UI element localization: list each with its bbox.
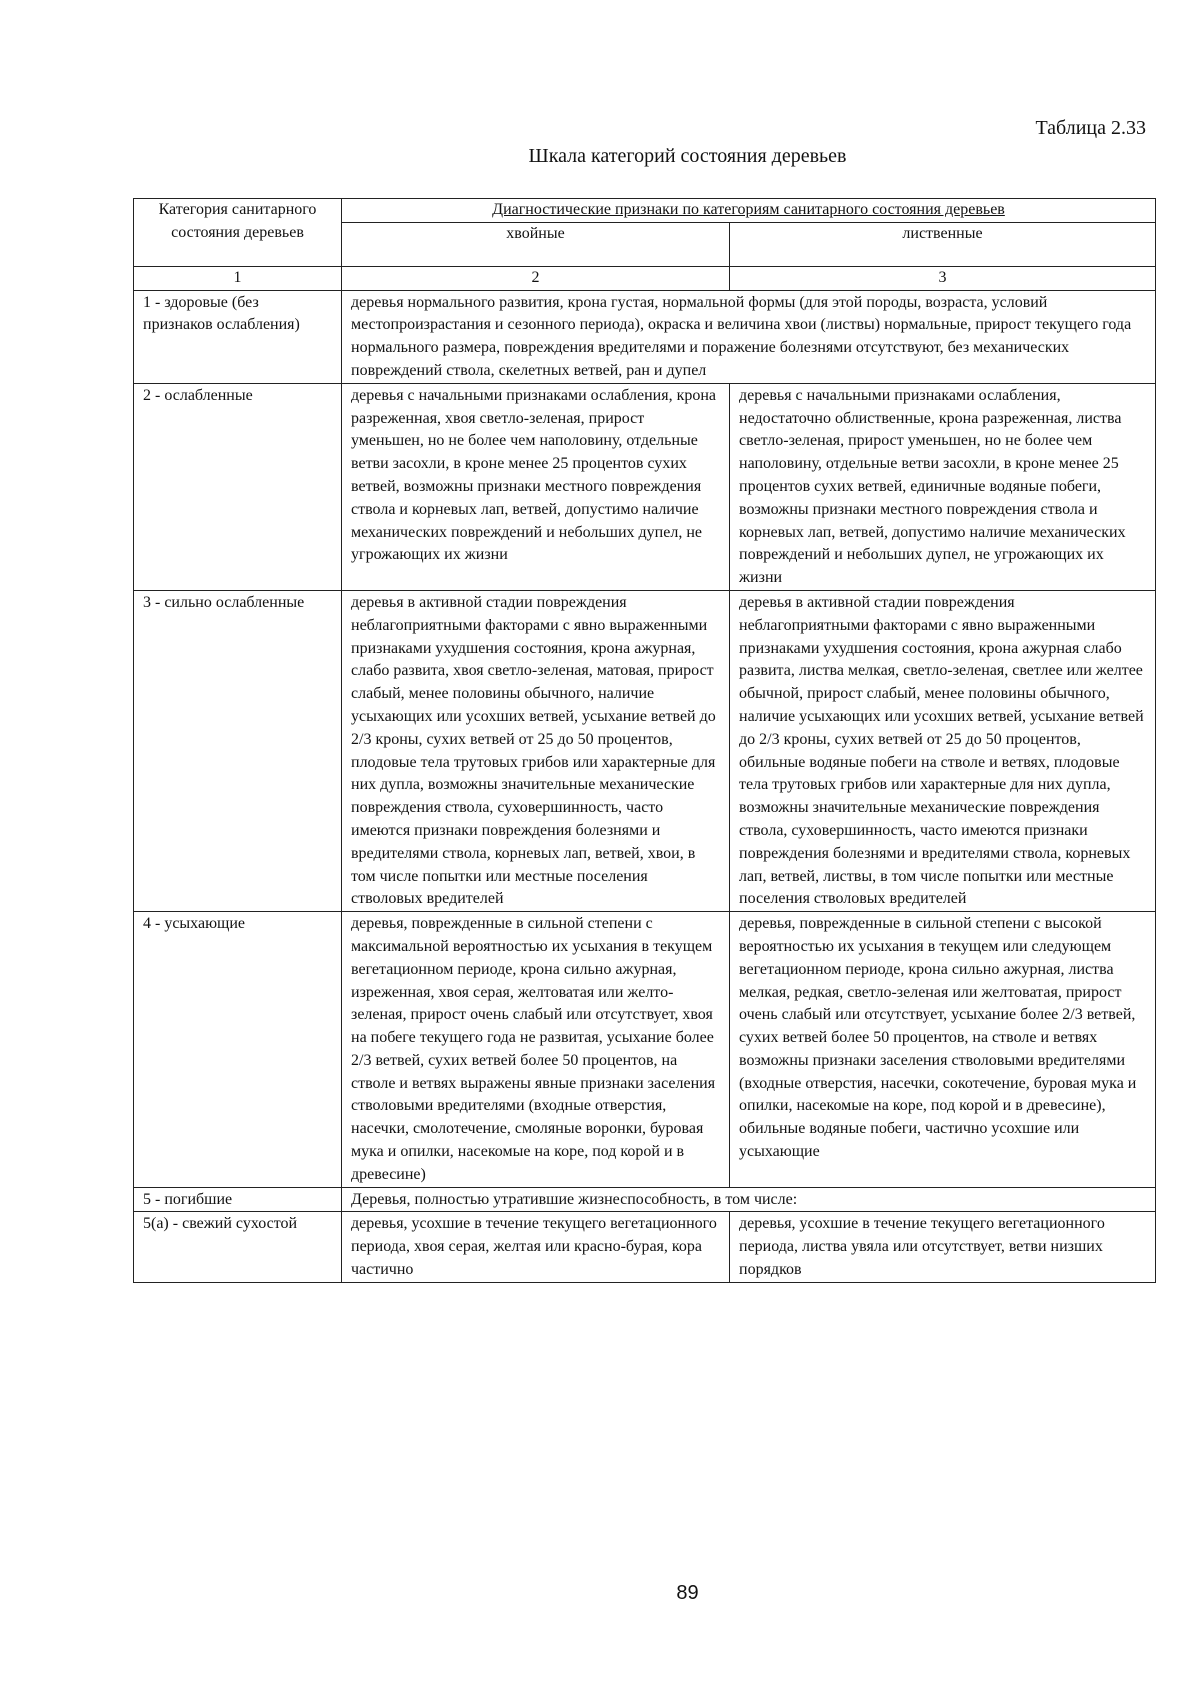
column-number: 1 bbox=[134, 266, 342, 290]
table-row bbox=[134, 912, 1156, 1188]
category-cell: 1 - здоровые (без признаков ослабления) bbox=[134, 290, 342, 383]
conifers-cell: деревья в активной стадии повреждения неблагоприятными факторами с явно выраженными признаками ухудшения состояния, крона ажурная, слабо развита, хвоя светло-зеленая, матовая, прирост слабый, менее половины обычного, наличие усыхающих или усохших ветвей, усыхание ветвей до 2/3 кроны, сухих ветвей от 25 до 50 процентов, плодовые тела трутовых грибов или характерные для них дупла, возможны значительные механические повреждения ствола, суховершинность, часто имеются признаки повреждения болезнями и вредителями ствола, корневых лап, ветвей, хвои, в том числе попытки или местные поселения стволовых вредителей bbox=[342, 590, 730, 911]
table-row bbox=[134, 590, 1156, 911]
deciduous-cell: деревья, усохшие в течение текущего вегетационного периода, листва увяла или отсутствует, ветви низших порядков bbox=[730, 1212, 1156, 1282]
category-cell: 4 - усыхающие bbox=[134, 912, 342, 1188]
table-row bbox=[134, 290, 1156, 383]
table-row bbox=[134, 383, 1156, 590]
conifers-cell: деревья, усохшие в течение текущего вегетационного периода, хвоя серая, желтая или красно-бурая, кора частично bbox=[342, 1212, 730, 1282]
column-number: 2 bbox=[342, 266, 730, 290]
deciduous-cell: деревья, поврежденные в сильной степени с высокой вероятностью их усыхания в текущем или следующем вегетационном периоде, крона сильно ажурная, листва мелкая, редкая, светло-зеленая или желтоватая, прирост очень слабый или отсутствует, усыхание более 2/3 ветвей, сухих ветвей более 50 процентов, на стволе и ветвях возможны признаки заселения стволовыми вредителями (входные отверстия, насечки, сокотечение, буровая мука и опилки, насекомые на коре, под корой и в древесине), обильные водяные побеги, частично усохшие или усыхающие bbox=[730, 912, 1156, 1188]
merged-description-cell: деревья нормального развития, крона густая, нормальной формы (для этой породы, возраста, условий местопроизрастания и сезонного периода), окраска и величина хвои (листвы) нормальные, прирост текущего года нормального размера, повреждения вредителями и поражение болезнями отсутствуют, без механических повреждений ствола, скелетных ветвей, ран и дупел bbox=[342, 290, 1156, 383]
deciduous-cell: деревья с начальными признаками ослабления, недостаточно облиственные, крона разреженная, листва светло-зеленая, прирост уменьшен, но не более чем наполовину, отдельные ветви засохли, в кроне менее 25 процентов сухих ветвей, единичные водяные побеги, возможны признаки местного повреждения ствола и корневых лап, ветвей, допустимо наличие механических повреждений и небольших дупел, не угрожающих их жизни bbox=[730, 383, 1156, 590]
conifers-cell: деревья с начальными признаками ослабления, крона разреженная, хвоя светло-зеленая, прирост уменьшен, но не более чем наполовину, отдельные ветви засохли, в кроне менее 25 процентов сухих ветвей, возможны признаки местного повреждения ствола и корневых лап, ветвей, допустимо наличие механических повреждений и небольших дупел, не угрожающих их жизни bbox=[342, 383, 730, 590]
column-number: 3 bbox=[730, 266, 1156, 290]
category-cell: 5 - погибшие bbox=[134, 1187, 342, 1212]
condition-categories-table bbox=[133, 198, 1156, 1283]
header-conifers: хвойные bbox=[342, 222, 730, 266]
table-header-row bbox=[134, 199, 1156, 223]
deciduous-cell: деревья в активной стадии повреждения неблагоприятными факторами с явно выраженными признаками ухудшения состояния, крона ажурная слабо развита, листва мелкая, светло-зеленая, светлее или желтее обычной, прирост слабый, менее половины обычного, наличие усыхающих или усохших ветвей, усыхание ветвей до 2/3 кроны, сухих ветвей от 25 до 50 процентов, обильные водяные побеги на стволе и ветвях, плодовые тела трутовых грибов или характерные для них дупла, возможны значительные механические повреждения ствола, суховершинность, часто имеются признаки повреждения болезнями и вредителями ствола, корневых лап, ветвей, листвы, в том числе попытки или местные поселения стволовых вредителей bbox=[730, 590, 1156, 911]
column-number-row bbox=[134, 266, 1156, 290]
merged-description-cell: Деревья, полностью утратившие жизнеспособность, в том числе: bbox=[342, 1187, 1156, 1212]
table-label: Таблица 2.33 bbox=[1035, 117, 1146, 139]
category-cell: 2 - ослабленные bbox=[134, 383, 342, 590]
category-cell: 5(а) - свежий сухостой bbox=[134, 1212, 342, 1282]
header-diagnostics: Диагностические признаки по категориям санитарного состояния деревьев bbox=[342, 199, 1156, 223]
header-deciduous: лиственные bbox=[730, 222, 1156, 266]
conifers-cell: деревья, поврежденные в сильной степени с максимальной вероятностью их усыхания в текущем вегетационном периоде, крона сильно ажурная, изреженная, хвоя серая, желтоватая или желто-зеленая, прирост очень слабый или отсутствует, хвоя на побеге текущего года не развитая, усыхание более 2/3 ветвей, сухих ветвей более 50 процентов, на стволе и ветвях выражены явные признаки заселения стволовыми вредителями (входные отверстия, насечки, смолотечение, смоляные воронки, буровая мука и опилки, насекомые на коре, под корой и в древесине) bbox=[342, 912, 730, 1188]
category-cell: 3 - сильно ослабленные bbox=[134, 590, 342, 911]
page-number: 89 bbox=[676, 1582, 699, 1604]
header-category: Категория санитарного состояния деревьев bbox=[134, 199, 342, 267]
table-title: Шкала категорий состояния деревьев bbox=[528, 145, 847, 167]
table-row bbox=[134, 1187, 1156, 1212]
table-row bbox=[134, 1212, 1156, 1282]
